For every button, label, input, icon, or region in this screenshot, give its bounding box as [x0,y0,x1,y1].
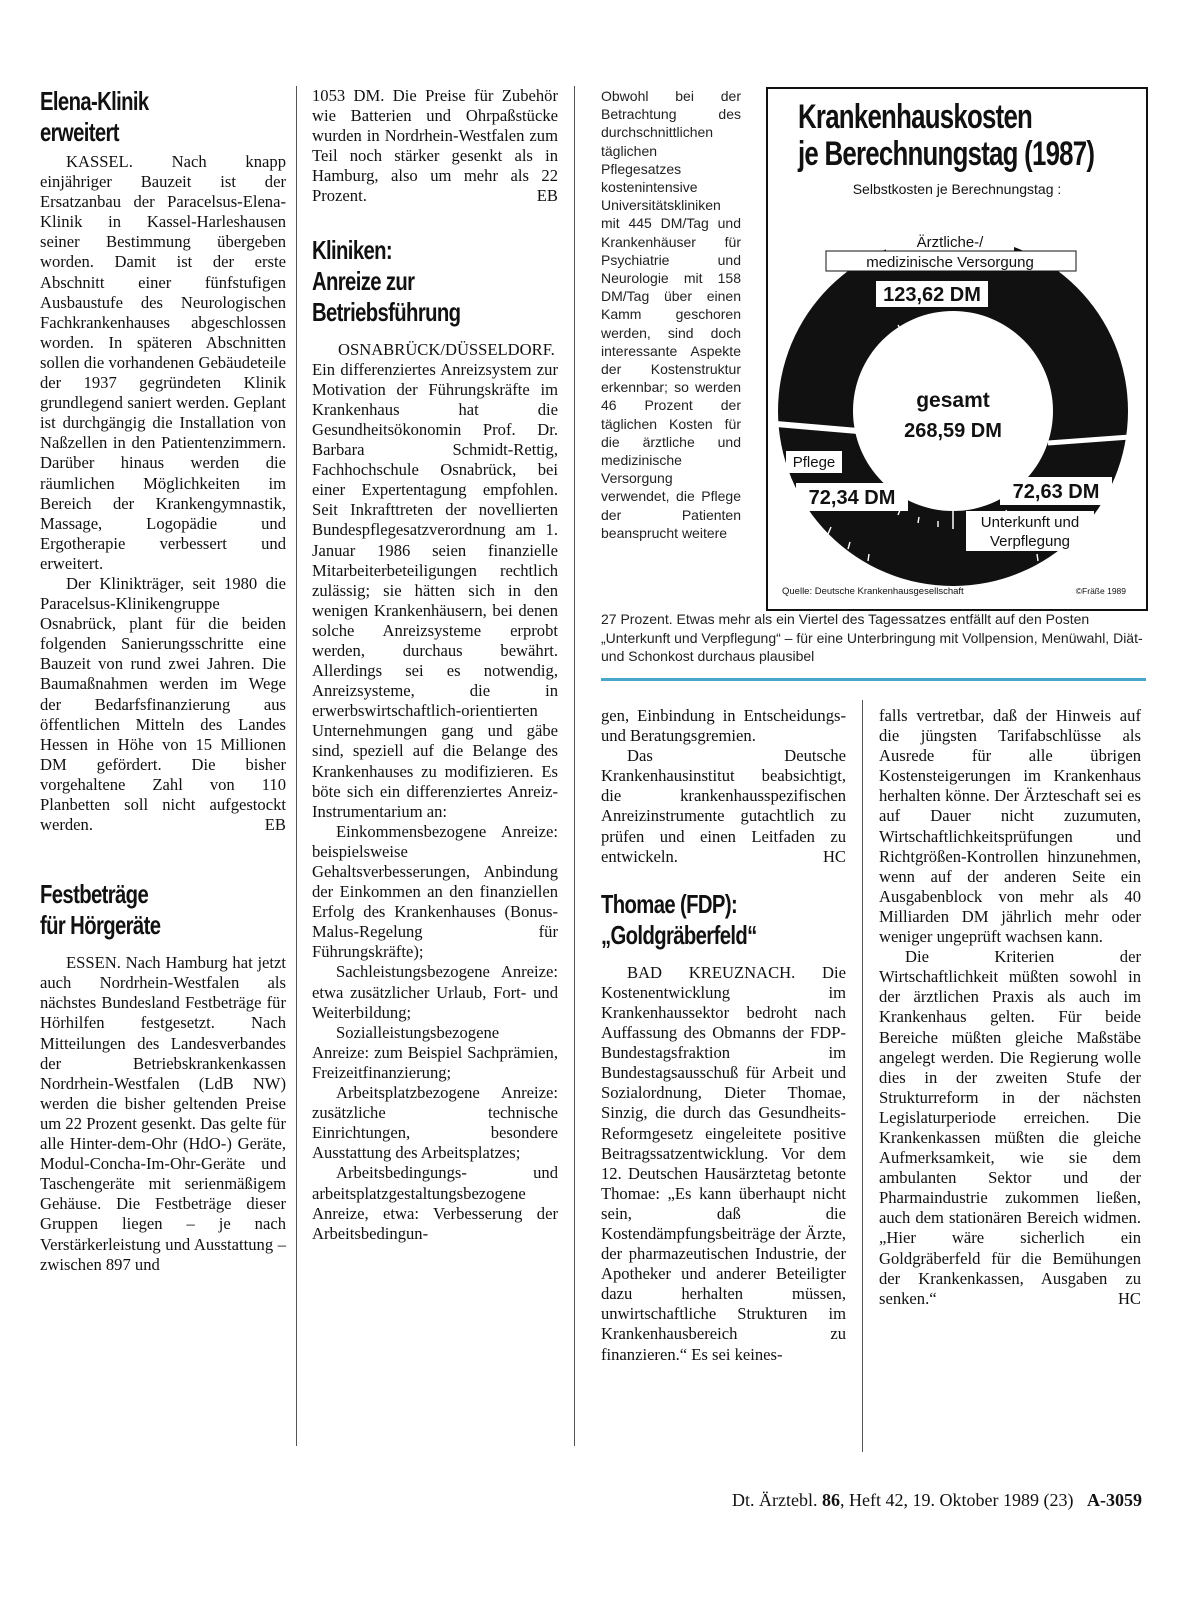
segment-top-label: Ärztliche-/ [916,234,984,251]
list-item: Arbeitsplatzbezogene Anreize: zusätzliche technische Einrichtungen, besondere Ausstattung des Arbeitsplatzes; [312,1083,558,1163]
column-divider [862,700,863,1452]
center-label: gesamt [916,389,990,412]
journal-name: Dt. Ärztebl. [732,1490,818,1510]
cost-ring-diagram [768,199,1146,589]
infographic-subtitle: Selbstkosten je Berechnungstag : [852,181,1062,197]
column-1 [40,86,286,1275]
article-paragraph: falls vertretbar, daß der Hinweis auf die jüngsten Tarifabschlüsse als Ausrede für alle übrigen Kostensteigerungen im Krankenhaus herhalten könne. Der Ärzteschaft sei es auf Dauer nicht zuzumuten, Wirtschaftlichkeitsprüfungen und Richtgrößen-Kontrollen hinzunehmen, wenn auf der anderen Seite ein Ausgabenblock von mehr als 40 Milliarden DM jährlich mehr oder weniger ungeprüft wachsen kann. [879,706,1141,947]
article-paragraph: OSNABRÜCK/DÜSSELDORF. Ein differenziertes Anreizsystem zur Motivation der Führungskräfte im Krankenhaus hat die Gesundheitsökonomin Prof. Dr. Barbara Schmidt-Rettig, Fachhochschule Osnabrück, bei einer Expertentagung empfohlen. Seit Inkrafttreten der novellierten Bundespflegesatzverordnung am 1. Januar 1986 seien finanzielle Mitarbeiterbeteiligungen rechtlich zulässig; sie hätten sich in den wenigen Krankenhäusern, bei denen solche Anreizsysteme erprobt werden, durchaus bewährt. Allerdings sei es notwendig, Anreizsysteme, die in erwerbswirtschaftlich-orientierten Unternehmungen gang und gäbe sind, speziell auf die Belange des Krankenhauses zu modifizieren. Es böte sich ein differenziertes Anreiz-Instrumentarium an: [312,339,558,821]
column-2 [312,86,558,1244]
journal-volume: 86 [822,1490,841,1510]
infographic-source: Quelle: Deutsche Krankenhausgesellschaft [782,586,964,597]
author-signature: HC [822,846,846,866]
column-divider [574,86,575,1446]
page-number: A-3059 [1087,1490,1142,1510]
article-paragraph: Das Deutsche Krankenhausinstitut beabsichtigt, die krankenhausspezifischen Anreizinstrumente gutachtlich zu prüfen und einen Leitfaden zu entwickeln. HC [601,746,846,866]
section-rule [601,678,1146,681]
headline-line: Kliniken: [312,234,393,265]
list-item: Arbeitsbedingungs- und arbeitsplatzgestaltungsbezogene Anreize, etwa: Verbesserung der Arbeitsbedingun- [312,1163,558,1243]
center-value: 268,59 DM [904,420,1002,442]
article-paragraph: Der Klinikträger, seit 1980 die Paracelsus-Klinikengruppe Osnabrück, plant für die beiden folgenden Sanierungsschritte eine Bauzeit von rund zwei Jahren. Die Baumaßnahmen werden im Wege der Bedarfsfinanzierung aus öffentlichen Mitteln des Landes Hessen in Höhe von 15 Millionen DM gefördert. Die bisher vorgehaltene Zahl von 110 Planbetten soll nicht aufgestockt werden. EB [40,573,286,835]
author-signature: EB [536,186,558,206]
headline-elena-klinik [40,86,286,148]
list-item: Sachleistungsbezogene Anreize: etwa zusätzlicher Urlaub, Fort- und Weiterbildung; [312,962,558,1022]
article-paragraph: KASSEL. Nach knapp einjähriger Bauzeit ist der Ersatzanbau der Paracelsus-Elena-Klinik in Kassel-Harleshausen seiner Bestimmung übergeben worden. Damit ist der erste Abschnitt einer fünfstufigen Ausbaustufe des Neurologischen Fachkrankenhauses abgeschlossen worden. In späteren Abschnitten sollen die vorhandenen Gebäudeteile der 1937 gegründeten Klinik grundlegend saniert werden. Geplant ist durchgängig die Installation von Naßzellen in den Patientenzimmern. Darüber hinaus werden die räumlichen Möglichkeiten im Bereich der Krankengymnastik, Massage, Logopädie und Ergotherapie verbessert und erweitert. [40,152,286,573]
headline-line: Festbeträge [40,879,149,910]
issue-info: , Heft 42, 19. Oktober 1989 (23) [840,1490,1074,1510]
infographic-box [766,87,1148,611]
segment-right-label: Unterkunft und [980,514,1080,531]
headline-line: erweitert [40,117,119,147]
headline-festbetraege [40,879,286,941]
column-4 [879,706,1141,1309]
headline-line: Anreize zur [312,265,415,296]
headline-thomae [601,889,846,951]
article-paragraph: Die Kriterien der Wirtschaftlichkeit müßten sowohl in der ärztlichen Praxis als auch im Krankenhaus gelten. Für beide Bereiche müßten gleiche Maßstäbe angelegt werden. Die Regierung wolle dies in der zweiten Stufe der Strukturreform in der nächsten Legislaturperiode erreichen. Die Krankenkassen müßten die gleiche Aufmerksamkeit, wie sie dem ambulanten Sektor und der Pharmaindustrie zukommen ließen, auch dem stationären Bereich widmen. „Hier wäre sicherlich ein Goldgräberfeld für die Bemühungen der Krankenkassen, Ausgaben zu senken.“ HC [879,947,1141,1308]
column-divider [296,86,297,1446]
infographic-title: Krankenhauskosten je Berechnungstag (1987) [798,98,1095,173]
article-paragraph: gen, Einbindung in Entscheidungs- und Beratungsgremien. [601,706,846,746]
infographic-caption: Obwohl bei der Betrachtung des durchschnittlichen täglichen Pflegesatzes kostenintensive Universitätskliniken mit 445 DM/Tag und Krankenhäuser für Psychiatrie und Neurologie mit 158 DM/Tag über einen Kamm geschoren werden, sind doch interessante Aspekte der Kostenstruktur erkennbar; so werden 46 Prozent der täglichen Kosten für die ärztliche und medizinische Versorgung verwendet, die Pflege der Patienten beansprucht weitere [601,88,741,541]
article-paragraph: ESSEN. Nach Hamburg hat jetzt auch Nordrhein-Westfalen als nächstes Bundesland Festbeträge für Hörhilfen festgesetzt. Nach Mitteilungen des Landesverbandes der Betriebskrankenkassen Nordrhein-Westfalen (LdB NW) werden die bisher geltenden Preise um 22 Prozent gesenkt. Das gelte für alle Hinter-dem-Ohr (HdO-) Geräte, Modul-Concha-Im-Ohr-Geräte und Taschengeräte mit serienmäßigem Gehäuse. Die Festbeträge dieser Gruppen liegen – je nach Verstärkerleistung und Ausstattung – zwischen 897 und [40,953,286,1274]
segment-left-value: 72,34 DM [808,487,896,509]
headline-line: Elena-Klinik [40,86,149,116]
segment-left-label: Pflege [792,454,836,471]
author-signature: HC [1117,1288,1141,1308]
list-item: Sozialleistungsbezogene Anreize: zum Beispiel Sachprämien, Freizeitfinanzierung; [312,1022,558,1082]
headline-line: Thomae (FDP): [601,888,738,919]
article-paragraph: 1053 DM. Die Preise für Zubehör wie Batterien und Ohrpaßstücke wurden in Nordrhein-Westfalen zum Teil noch stärker gesenkt als in Hamburg, also um mehr als 22 Prozent. EB [312,86,558,206]
headline-line: „Goldgräberfeld“ [601,919,757,950]
headline-line: Betriebsführung [312,296,461,327]
segment-top-label: medizinische Versorgung [866,254,1034,271]
headline-kliniken [312,235,558,328]
author-signature: EB [264,815,286,835]
list-item: Einkommensbezogene Anreize: beispielsweise Gehaltsverbesserungen, Anbindung der Einkommen an den finanziellen Erfolg des Krankenhauses (Bonus-Malus-Regelung für Führungskräfte); [312,821,558,962]
column-3 [601,706,846,1365]
segment-top-value: 123,62 DM [883,284,981,306]
segment-right-value: 72,63 DM [1012,481,1100,503]
page-footer [732,1490,1142,1511]
headline-line: für Hörgeräte [40,910,161,941]
infographic-caption-continued: 27 Prozent. Etwas mehr als ein Viertel des Tagessatzes entfällt auf den Posten „Unterkunft und Verpflegung“ – für eine Unterbringung mit Vollpension, Menüwahl, Diät- und Schonkost durchaus plausibel [601,611,1143,665]
segment-right-label: Verpflegung [989,533,1071,550]
article-paragraph: BAD KREUZNACH. Die Kostenentwicklung im Krankenhaussektor bedroht nach Auffassung des Obmanns der FDP-Bundestagsfraktion im Bundestagsausschuß für Arbeit und Sozialordnung, Dieter Thomae, Sinzig, die durch das Gesundheits-Reformgesetz eingeleitete positive Beitragssatzentwicklung. Vor dem 12. Deutschen Hausärztetag betonte Thomae: „Es kann überhaupt nicht sein, daß die Kostendämpfungsbeiträge der Ärzte, der pharmazeutischen Industrie, der Apotheker und anderer Beteiligter dazu herhalten müssen, unwirtschaftliche Strukturen im Krankenhausbereich zu finanzieren.“ Es sei keines- [601,962,846,1364]
infographic-copyright: ©Fräße 1989 [1075,586,1126,596]
